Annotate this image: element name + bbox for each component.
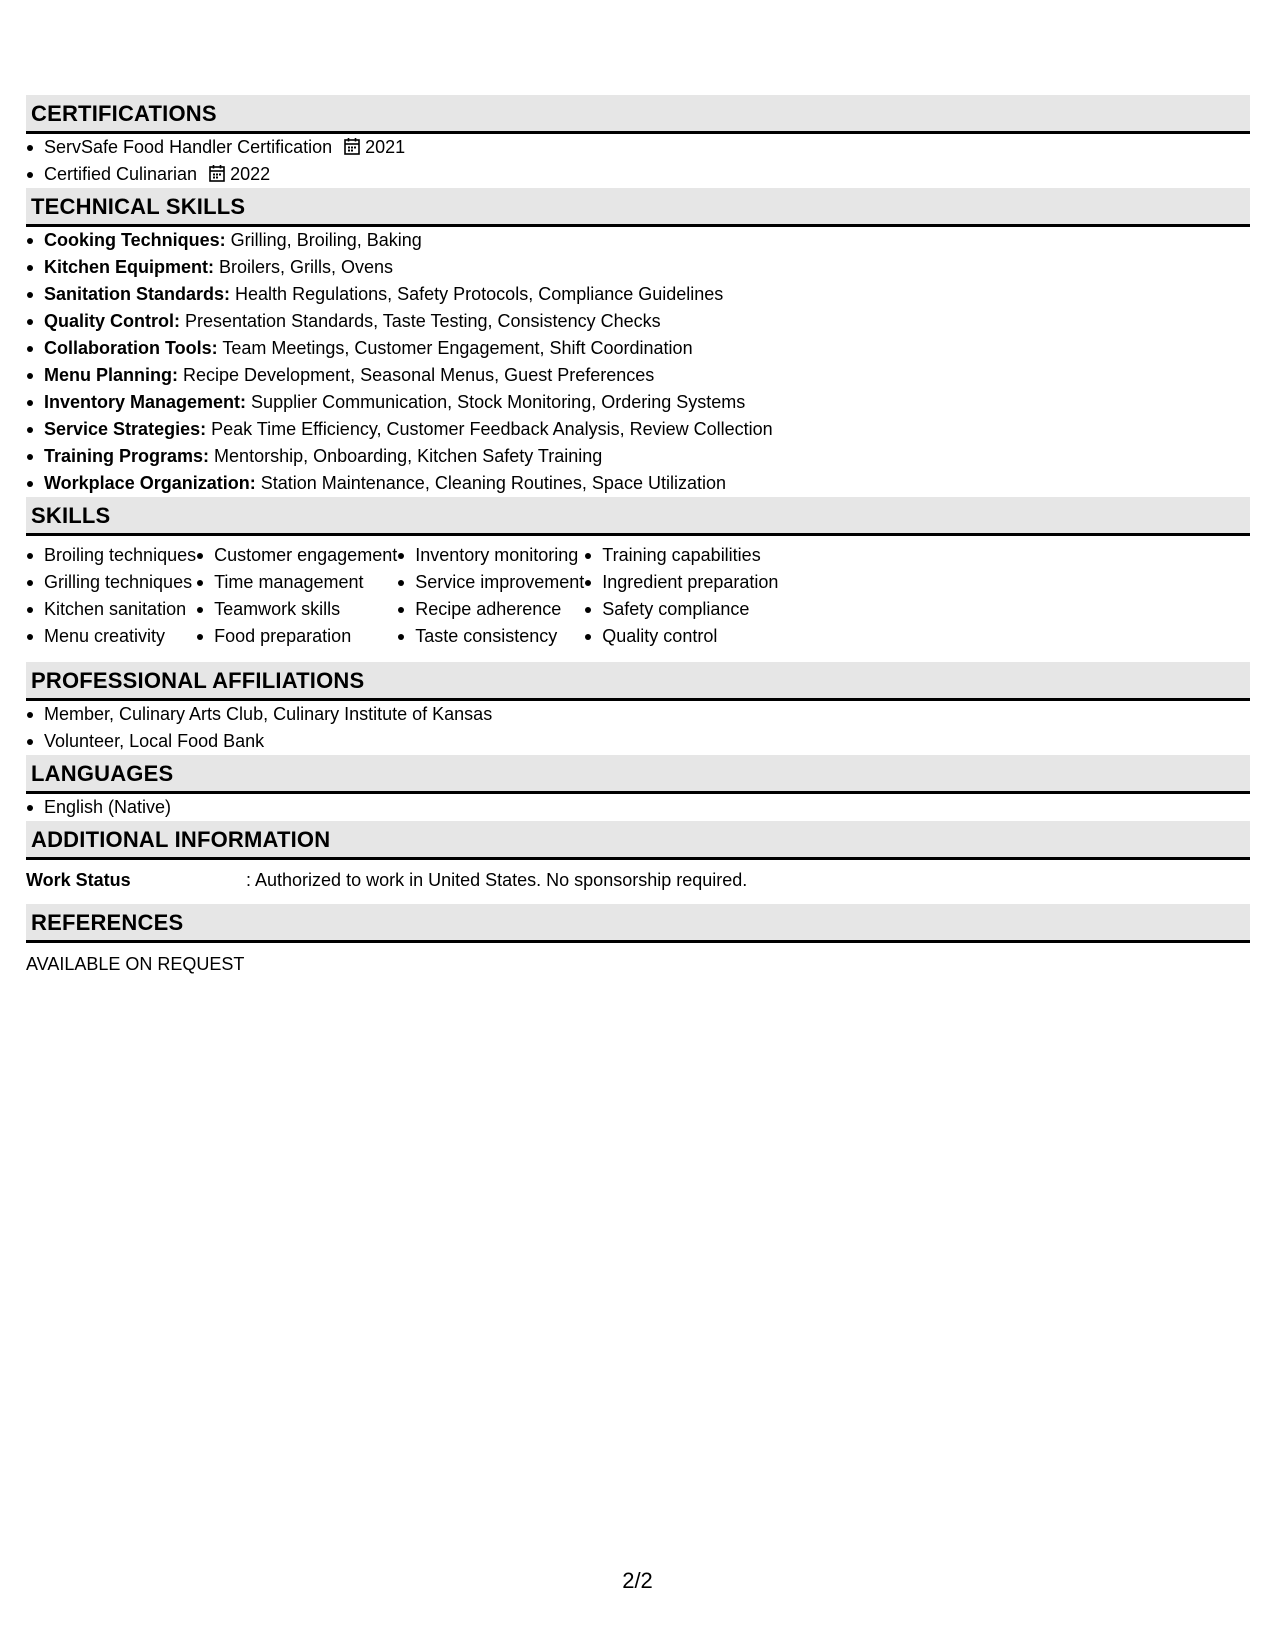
- technical-skill-item: [26, 362, 1250, 389]
- affiliation-item: Member, Culinary Arts Club, Culinary Institute of Kansas: [26, 701, 1250, 728]
- technical-skill-item: [26, 335, 1250, 362]
- certifications-heading: CERTIFICATIONS: [26, 95, 1250, 134]
- skill-item: Kitchen sanitation: [26, 596, 196, 623]
- skill-item: Safety compliance: [584, 596, 778, 623]
- technical-skill-value: Health Regulations, Safety Protocols, Compliance Guidelines: [230, 284, 724, 304]
- technical-skill-value: Peak Time Efficiency, Customer Feedback Analysis, Review Collection: [206, 419, 773, 439]
- additional-info-heading: ADDITIONAL INFORMATION: [26, 821, 1250, 860]
- resume-page: [26, 95, 1250, 978]
- technical-skill-label: Service Strategies:: [44, 419, 207, 439]
- technical-skill-item: [26, 470, 1250, 497]
- technical-skill-value: Station Maintenance, Cleaning Routines, Space Utilization: [255, 473, 726, 493]
- technical-skill-value: Grilling, Broiling, Baking: [225, 230, 422, 250]
- skill-item: Time management: [196, 569, 397, 596]
- technical-skill-item: [26, 389, 1250, 416]
- certification-year: 2021: [365, 137, 406, 157]
- skills-grid: [26, 536, 1250, 662]
- page-number: 2/2: [622, 1568, 653, 1593]
- skills-column: [584, 542, 778, 650]
- certification-year: 2022: [230, 164, 271, 184]
- skill-item: Quality control: [584, 623, 778, 650]
- calendar-icon: [209, 163, 225, 190]
- certification-item: [26, 161, 1250, 188]
- references-text: AVAILABLE ON REQUEST: [26, 954, 245, 974]
- language-item: English (Native): [26, 794, 1250, 821]
- technical-skill-label: Training Programs:: [44, 446, 210, 466]
- technical-skill-label: Cooking Techniques:: [44, 230, 226, 250]
- calendar-icon: [344, 136, 360, 163]
- skills-column: [196, 542, 397, 650]
- technical-skill-value: Broilers, Grills, Ovens: [214, 257, 394, 277]
- affiliations-heading: PROFESSIONAL AFFILIATIONS: [26, 662, 1250, 701]
- technical-skill-item: [26, 281, 1250, 308]
- technical-skill-item: [26, 227, 1250, 254]
- skill-item: Food preparation: [196, 623, 397, 650]
- technical-skill-value: Supplier Communication, Stock Monitoring, Ordering Systems: [246, 392, 746, 412]
- certification-item: [26, 134, 1250, 161]
- technical-skill-label: Collaboration Tools:: [44, 338, 218, 358]
- skills-heading: SKILLS: [26, 497, 1250, 536]
- technical-skills-list: [26, 227, 1250, 497]
- work-status-value: : Authorized to work in United States. No sponsorship required.: [246, 870, 748, 890]
- affiliations-list: [26, 701, 1250, 755]
- certification-name: Certified Culinarian: [44, 164, 198, 184]
- skill-item: Service improvement: [397, 569, 584, 596]
- technical-skill-value: Team Meetings, Customer Engagement, Shift Coordination: [217, 338, 693, 358]
- work-status-row: [26, 866, 1250, 894]
- skill-item: Customer engagement: [196, 542, 397, 569]
- certifications-list: [26, 134, 1250, 188]
- skill-item: Menu creativity: [26, 623, 196, 650]
- work-status-label: Work Status: [26, 870, 131, 890]
- technical-skill-label: Workplace Organization:: [44, 473, 256, 493]
- technical-skill-item: [26, 416, 1250, 443]
- technical-skill-label: Menu Planning:: [44, 365, 178, 385]
- technical-skill-label: Kitchen Equipment:: [44, 257, 214, 277]
- skill-item: Recipe adherence: [397, 596, 584, 623]
- technical-skill-label: Quality Control:: [44, 311, 180, 331]
- languages-list: [26, 794, 1250, 821]
- technical-skill-item: [26, 254, 1250, 281]
- skill-item: Grilling techniques: [26, 569, 196, 596]
- technical-skill-value: Recipe Development, Seasonal Menus, Guest Preferences: [178, 365, 655, 385]
- technical-skill-label: Sanitation Standards:: [44, 284, 231, 304]
- technical-skills-heading: TECHNICAL SKILLS: [26, 188, 1250, 227]
- skills-column: [397, 542, 584, 650]
- skill-item: Teamwork skills: [196, 596, 397, 623]
- skills-column: [26, 542, 196, 650]
- affiliation-item: Volunteer, Local Food Bank: [26, 728, 1250, 755]
- skill-item: Ingredient preparation: [584, 569, 778, 596]
- skill-item: Training capabilities: [584, 542, 778, 569]
- skill-item: Broiling techniques: [26, 542, 196, 569]
- references-heading: REFERENCES: [26, 904, 1250, 943]
- technical-skill-value: Presentation Standards, Taste Testing, Consistency Checks: [180, 311, 661, 331]
- languages-heading: LANGUAGES: [26, 755, 1250, 794]
- technical-skill-value: Mentorship, Onboarding, Kitchen Safety Training: [209, 446, 603, 466]
- technical-skill-item: [26, 443, 1250, 470]
- technical-skill-label: Inventory Management:: [44, 392, 247, 412]
- skill-item: Inventory monitoring: [397, 542, 584, 569]
- certification-name: ServSafe Food Handler Certification: [44, 137, 333, 157]
- technical-skill-item: [26, 308, 1250, 335]
- skill-item: Taste consistency: [397, 623, 584, 650]
